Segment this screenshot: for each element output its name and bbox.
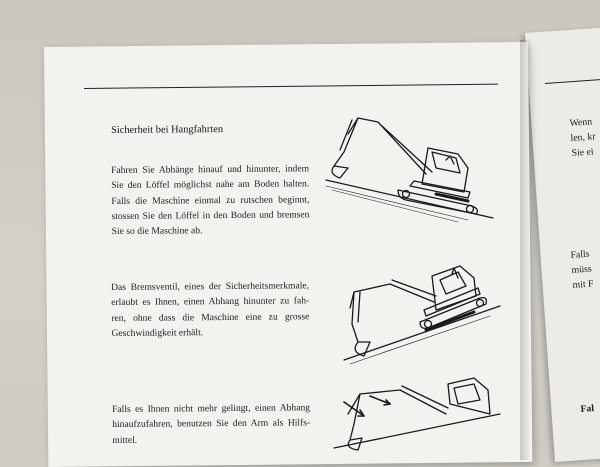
text-line: Sie so die Maschine ab. xyxy=(111,225,203,238)
text-line: len, kr xyxy=(570,131,596,144)
text-line: stossen Sie den Löffel in den Boden und bremsen xyxy=(111,209,310,222)
text-line: Geschwindigkeit erhält. xyxy=(111,327,204,339)
text-line: Fahren Sie Abhänge hinauf und hinunter, indem xyxy=(111,163,310,176)
next-page-heading xyxy=(580,401,595,417)
page-gutter-shadow xyxy=(520,40,530,460)
text-line: hinaufzufahren, benutzen Sie den Arm als Hilfs- xyxy=(112,417,311,431)
text-line: Sie ei xyxy=(571,146,594,159)
next-page-text-2 xyxy=(570,247,594,293)
text-line: Das Bremsventil, eines der Sicherheitsmerkmale, xyxy=(111,280,310,293)
excavator-climbing-icon xyxy=(330,374,505,454)
paragraph-arm-assist xyxy=(112,400,310,448)
text-line: Falls xyxy=(570,248,590,261)
text-line: müss xyxy=(571,263,593,276)
text-line: erlaubt es Ihnen, einen Abhang hinunter zu fah- xyxy=(111,295,310,309)
excavator-braking-icon xyxy=(340,246,510,366)
text-line: Falls es Ihnen nicht mehr gelingt, einen Abhang xyxy=(112,402,311,415)
text-line: mittel. xyxy=(112,434,138,446)
text-line: Wenn xyxy=(569,116,593,129)
next-page-text-1 xyxy=(569,114,597,161)
text-line: Sie den Löffel möglichst nahe am Boden halten. xyxy=(111,178,310,192)
text-line: Fal xyxy=(580,403,595,415)
paragraph-brake-valve xyxy=(111,278,310,341)
paragraph-slope-driving xyxy=(111,161,310,239)
text-line: Falls die Maschine einmal zu rutschen beginnt, xyxy=(111,193,310,207)
text-line: ren, ohne dass die Maschine eine zu grosse xyxy=(111,310,310,324)
text-line: mit F xyxy=(572,278,594,291)
excavator-downhill-icon xyxy=(318,106,498,226)
section-heading: Sicherheit bei Hangfahrten xyxy=(111,124,224,136)
